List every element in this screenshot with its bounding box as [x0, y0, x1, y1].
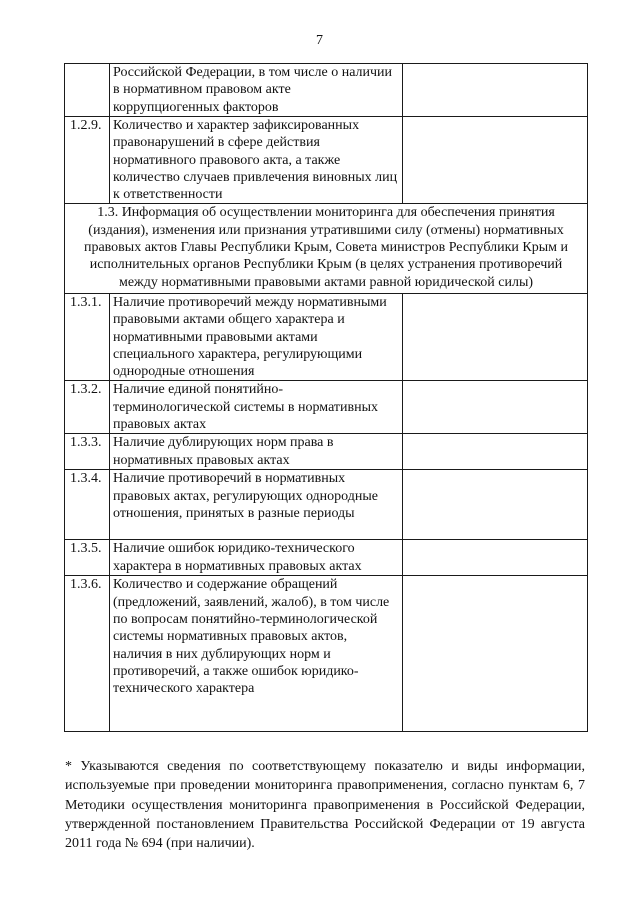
row-number: [65, 64, 110, 117]
indicator-text: Количество и характер зафиксированных правонарушений в сфере действия нормативного правового акта, а также количество случаев привлечения виновных лиц к ответственности: [110, 117, 403, 204]
row-number: 1.3.1.: [65, 293, 110, 380]
row-number: 1.2.9.: [65, 117, 110, 204]
table-row: [65, 381, 588, 434]
footnote: * Указываются сведения по соответствующему показателю и виды информации, используемые при проведении мониторинга правоприменения, согласно пунктам 6, 7 Методики осуществления мониторинга правоприменения в Российской Федерации, утвержденной постановлением Правительства Российской Федерации от 19 августа 2011 года № 694 (при наличии).: [65, 759, 585, 852]
monitoring-table: [64, 63, 588, 732]
info-cell: [403, 540, 588, 576]
indicator-text: Наличие ошибок юридико-технического характера в нормативных правовых актах: [110, 540, 403, 576]
row-number: 1.3.4.: [65, 470, 110, 540]
section-heading: 1.3. Информация об осуществлении мониторинга для обеспечения принятия (издания), изменения или признания утратившими силу (отмены) нормативных правовых актов Главы Республики Крым, Совета министров Республики Крым и исполнительных органов Республики Крым (в целях устранения противоречий между нормативными правовыми актами равной юридической силы): [65, 204, 588, 293]
info-cell: [403, 293, 588, 380]
table-row: [65, 293, 588, 380]
info-cell: [403, 117, 588, 204]
table-row: [65, 64, 588, 117]
indicator-text: Наличие дублирующих норм права в нормативных правовых актах: [110, 434, 403, 470]
table-row: [65, 470, 588, 540]
info-cell: [403, 64, 588, 117]
indicator-text: Наличие противоречий в нормативных правовых актах, регулирующих однородные отношения, принятых в разные периоды: [110, 470, 403, 540]
info-cell: [403, 576, 588, 732]
row-number: 1.3.6.: [65, 576, 110, 732]
indicator-text: Российской Федерации, в том числе о наличии в нормативном правовом акте коррупциогенных факторов: [110, 64, 403, 117]
section-header-row: [65, 204, 588, 293]
row-number: 1.3.5.: [65, 540, 110, 576]
table-row: [65, 434, 588, 470]
table-row: [65, 117, 588, 204]
page-number: 7: [316, 33, 323, 48]
info-cell: [403, 381, 588, 434]
info-cell: [403, 470, 588, 540]
indicator-text: Наличие единой понятийно-терминологической системы в нормативных правовых актах: [110, 381, 403, 434]
info-cell: [403, 434, 588, 470]
indicator-text: Наличие противоречий между нормативными правовыми актами общего характера и нормативными правовыми актами специального характера, регулирующими однородные отношения: [110, 293, 403, 380]
table-row: [65, 576, 588, 732]
indicator-text: Количество и содержание обращений (предложений, заявлений, жалоб), в том числе по вопросам понятийно-терминологической системы нормативных правовых актов, наличия в них дублирующих норм и противоречий, а также ошибок юридико-технического характера: [110, 576, 403, 732]
row-number: 1.3.2.: [65, 381, 110, 434]
table-row: [65, 540, 588, 576]
row-number: 1.3.3.: [65, 434, 110, 470]
